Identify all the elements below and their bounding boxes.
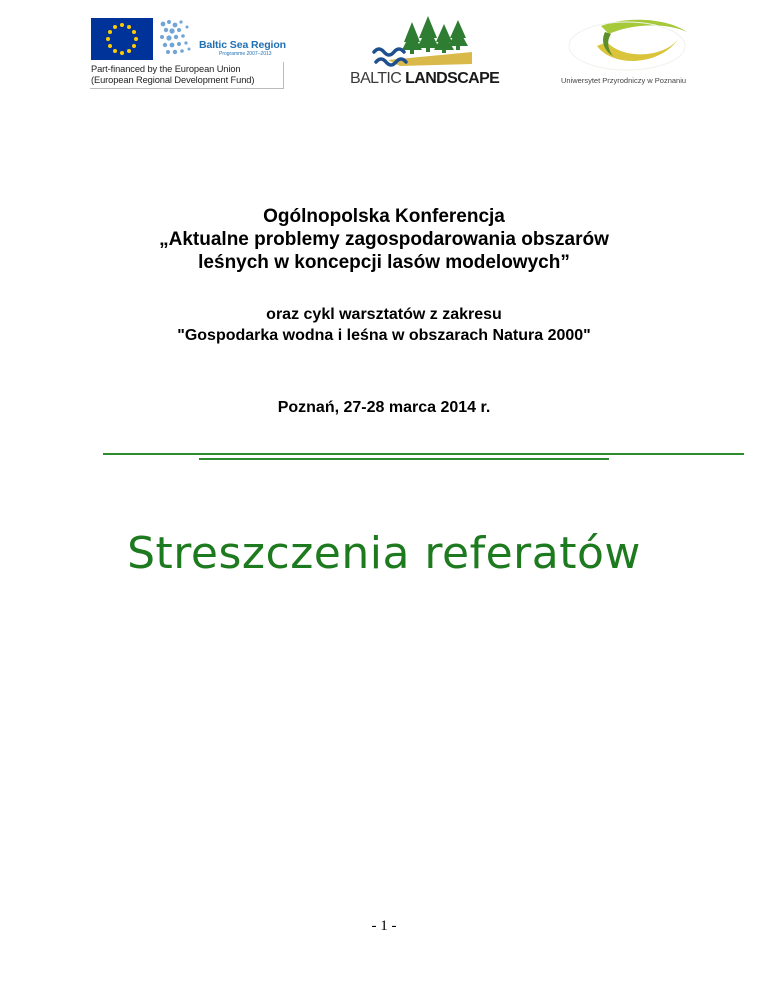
divider-long xyxy=(103,453,744,455)
trees-and-water-icon xyxy=(370,14,480,70)
workshop-subtitle-line-2: "Gospodarka wodna i leśna w obszarach Natura 2000" xyxy=(177,327,591,344)
eu-caption-line-1: Part-financed by the European Union xyxy=(91,64,241,74)
wordmark-landscape: LANDSCAPE xyxy=(405,70,500,87)
eu-flag-icon xyxy=(91,18,153,60)
university-name: Uniwersytet Przyrodniczy w Poznaniu xyxy=(561,76,687,85)
baltic-sea-region-label: Baltic Sea Region xyxy=(199,39,286,51)
university-arcs-icon xyxy=(557,16,689,76)
conference-title-line-3: leśnych w koncepcji lasów modelowych” xyxy=(198,252,570,273)
baltic-landscape-wordmark xyxy=(350,70,499,88)
programme-label: Programme 2007–2013 xyxy=(219,51,272,57)
university-logo xyxy=(557,16,689,90)
page-number: - 1 - xyxy=(371,918,397,934)
eu-caption-line-2: (European Regional Development Fund) xyxy=(91,75,255,85)
conference-title-line-1: Ogólnopolska Konferencja xyxy=(263,206,505,227)
divider-short xyxy=(199,458,609,460)
eu-caption xyxy=(91,64,284,86)
eu-baltic-sea-region-logo xyxy=(91,18,284,88)
conference-title-line-2: „Aktualne problemy zagospodarowania obszarów xyxy=(159,229,609,250)
baltic-landscape-logo xyxy=(350,14,500,94)
document-title: Streszczenia referatów xyxy=(127,528,641,579)
workshop-subtitle-line-1: oraz cykl warsztatów z zakresu xyxy=(266,306,502,323)
baltic-sea-dots-icon xyxy=(157,18,197,60)
conference-date: Poznań, 27-28 marca 2014 r. xyxy=(277,399,491,416)
wordmark-baltic: BALTIC xyxy=(350,70,402,87)
